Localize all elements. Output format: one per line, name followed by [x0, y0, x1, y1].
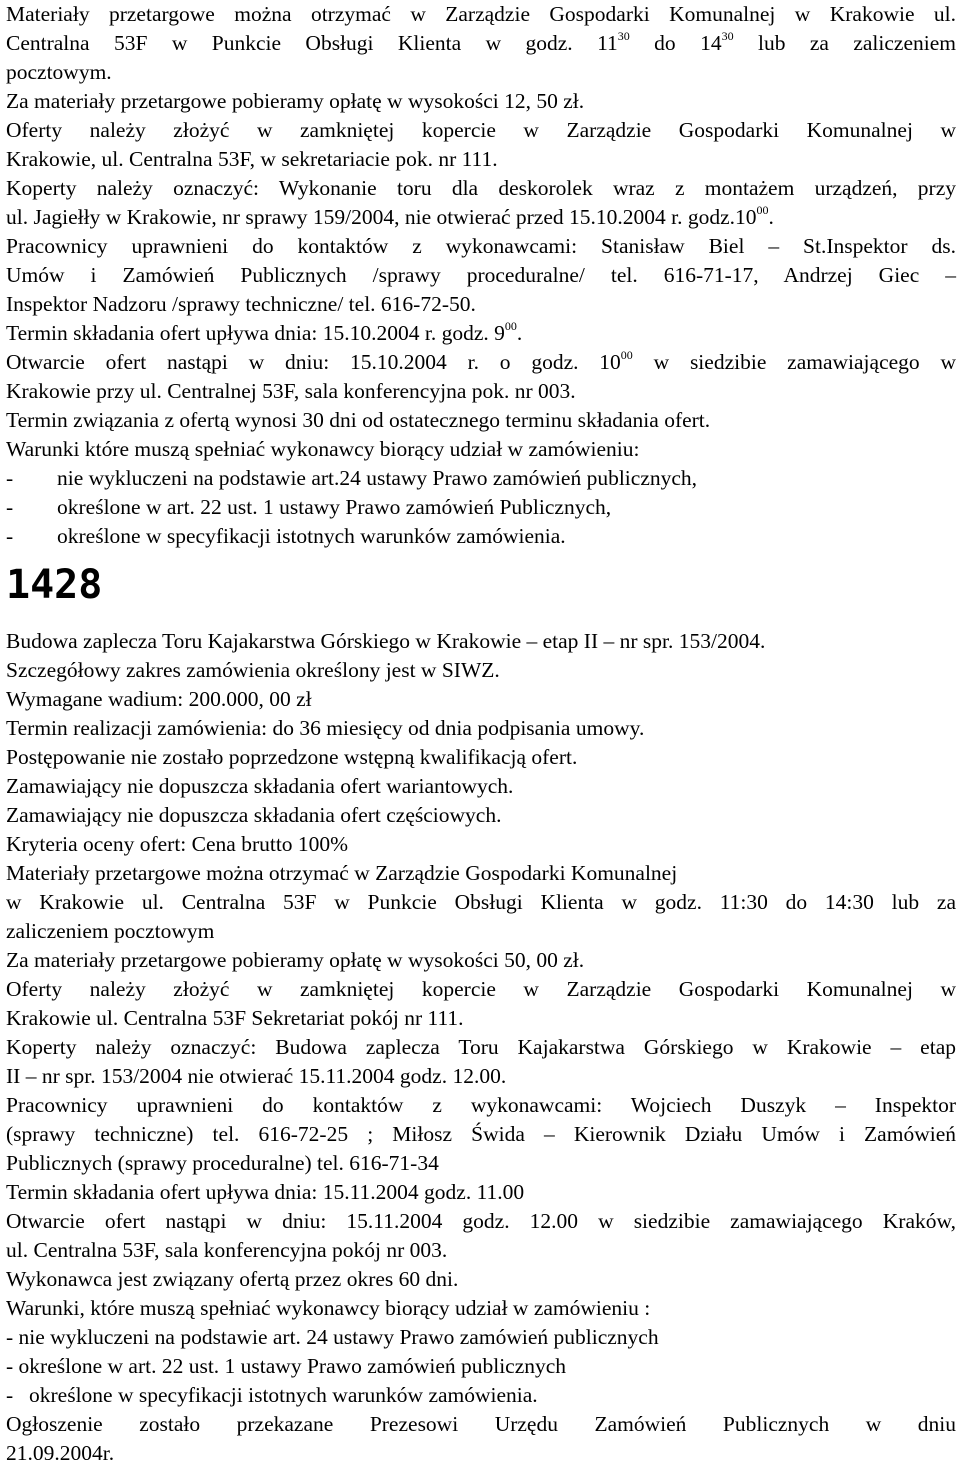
tender-notice-previous	[6, 0, 956, 551]
text-line: Ogłoszenie zostało przekazane Prezesowi Urzędu Zamówień Publicznych w dniu	[6, 1412, 956, 1436]
list-item: - określone w specyfikacji istotnych warunków zamówienia.	[6, 1381, 956, 1410]
text-line: Za materiały przetargowe pobieramy opłatę w wysokości 50, 00 zł.	[6, 948, 585, 972]
text-line: Postępowanie nie zostało poprzedzone wstępną kwalifikacją ofert.	[6, 745, 578, 769]
text-line: Materiały przetargowe można otrzymać w Zarządzie Gospodarki Komunalnej w Krakowie ul.	[6, 2, 956, 26]
text-line: w Krakowie ul. Centralna 53F w Punkcie Obsługi Klienta w godz. 11:30 do 14:30 lub za	[6, 890, 956, 914]
text-line: Krakowie przy ul. Centralnej 53F, sala konferencyjna pok. nr 003.	[6, 379, 576, 403]
text-line: Zamawiający nie dopuszcza składania ofert częściowych.	[6, 803, 502, 827]
text-line: Zamawiający nie dopuszcza składania ofert wariantowych.	[6, 774, 514, 798]
text-line: Oferty należy złożyć w zamkniętej kopercie w Zarządzie Gospodarki Komunalnej w	[6, 118, 956, 142]
text-line: Szczegółowy zakres zamówienia określony jest w SIWZ.	[6, 658, 500, 682]
text-line: Inspektor Nadzoru /sprawy techniczne/ tel. 616-72-50.	[6, 292, 476, 316]
text-line: (sprawy techniczne) tel. 616-72-25 ; Miłosz Świda – Kierownik Działu Umów i Zamówień	[6, 1122, 956, 1146]
dash-bullet: -	[6, 466, 14, 490]
text-line: - określone w art. 22 ust. 1 ustawy Prawo zamówień publicznych	[6, 1354, 567, 1378]
text-line: Pracownicy uprawnieni do kontaktów z wykonawcami: Stanisław Biel – St.Inspektor ds.	[6, 234, 956, 258]
text-line: Oferty należy złożyć w zamkniętej kopercie w Zarządzie Gospodarki Komunalnej w	[6, 977, 956, 1001]
notice-number-heading: 1428	[6, 562, 103, 608]
dash-bullet: -	[6, 1383, 14, 1407]
text-line: Centralna 53F w Punkcie Obsługi Klienta w godz. $11^{30}$ do $14^{30}$ lub za zaliczeniem	[6, 28, 956, 55]
text-line: Termin związania z ofertą wynosi 30 dni od ostatecznego terminu składania ofert.	[6, 408, 711, 432]
text-line: Za materiały przetargowe pobieramy opłatę w wysokości 12, 50 zł.	[6, 89, 585, 113]
text-line: Termin realizacji zamówienia: do 36 miesięcy od dnia podpisania umowy.	[6, 716, 645, 740]
text-line: Otwarcie ofert nastąpi w dniu: 15.10.2004 r. o godz. $10^{00}$ w siedzibie zamawiającego w	[6, 347, 956, 374]
dash-bullet: -	[6, 495, 14, 519]
text-line: Krakowie, ul. Centralna 53F, w sekretariacie pok. nr 111.	[6, 147, 498, 171]
text-line: ul. Centralna 53F, sala konferencyjna pokój nr 003.	[6, 1238, 448, 1262]
document-page	[6, 0, 956, 1468]
text-line: Krakowie ul. Centralna 53F Sekretariat pokój nr 111.	[6, 1006, 464, 1030]
text-line: Warunki, które muszą spełniać wykonawcy biorący udział w zamówieniu :	[6, 1296, 651, 1320]
text-line: - nie wykluczeni na podstawie art. 24 ustawy Prawo zamówień publicznych	[6, 1325, 659, 1349]
text-line: Termin składania ofert upływa dnia: 15.11.2004 godz. 11.00	[6, 1180, 525, 1204]
dash-bullet: -	[6, 524, 14, 548]
text-line: 21.09.2004r.	[6, 1441, 115, 1465]
text-line: ul. Jagiełły w Krakowie, nr sprawy 159/2004, nie otwierać przed 15.10.2004 r. $godz.10^{00}$.	[6, 202, 774, 229]
text-line: Otwarcie ofert nastąpi w dniu: 15.11.2004 godz. 12.00 w siedzibie zamawiającego Kraków,	[6, 1209, 956, 1233]
list-item: - określone w art. 22 ust. 1 ustawy Prawo zamówień Publicznych,	[6, 493, 956, 522]
text-line: Budowa zaplecza Toru Kajakarstwa Górskiego w Krakowie – etap II – nr spr. 153/2004.	[6, 629, 766, 653]
text-line: Kryteria oceny ofert: Cena brutto 100%	[6, 832, 349, 856]
text-line: Termin składania ofert upływa dnia: 15.10.2004 r. godz. $9^{00}$.	[6, 318, 523, 345]
text-line: Wymagane wadium: 200.000, 00 zł	[6, 687, 312, 711]
tender-notice-1428	[6, 627, 956, 1468]
list-item: - nie wykluczeni na podstawie art.24 ustawy Prawo zamówień publicznych,	[6, 464, 956, 493]
text-line: Umów i Zamówień Publicznych /sprawy proceduralne/ tel. 616-71-17, Andrzej Giec –	[6, 263, 956, 287]
text-line: Koperty należy oznaczyć: Wykonanie toru dla deskorolek wraz z montażem urządzeń, przy	[6, 176, 956, 200]
text-line: Materiały przetargowe można otrzymać w Zarządzie Gospodarki Komunalnej	[6, 861, 678, 885]
text-line: Warunki które muszą spełniać wykonawcy biorący udział w zamówieniu:	[6, 437, 640, 461]
text-line: Pracownicy uprawnieni do kontaktów z wykonawcami: Wojciech Duszyk – Inspektor	[6, 1093, 956, 1117]
text-line: Publicznych (sprawy proceduralne) tel. 616-71-34	[6, 1151, 439, 1175]
text-line: pocztowym.	[6, 60, 112, 84]
list-item: - określone w specyfikacji istotnych warunków zamówienia.	[6, 522, 956, 551]
text-line: Wykonawca jest związany ofertą przez okres 60 dni.	[6, 1267, 459, 1291]
text-line: II – nr spr. 153/2004 nie otwierać 15.11.2004 godz. 12.00.	[6, 1064, 507, 1088]
text-line: Koperty należy oznaczyć: Budowa zaplecza Toru Kajakarstwa Górskiego w Krakowie – etap	[6, 1035, 956, 1059]
text-line: zaliczeniem pocztowym	[6, 919, 215, 943]
